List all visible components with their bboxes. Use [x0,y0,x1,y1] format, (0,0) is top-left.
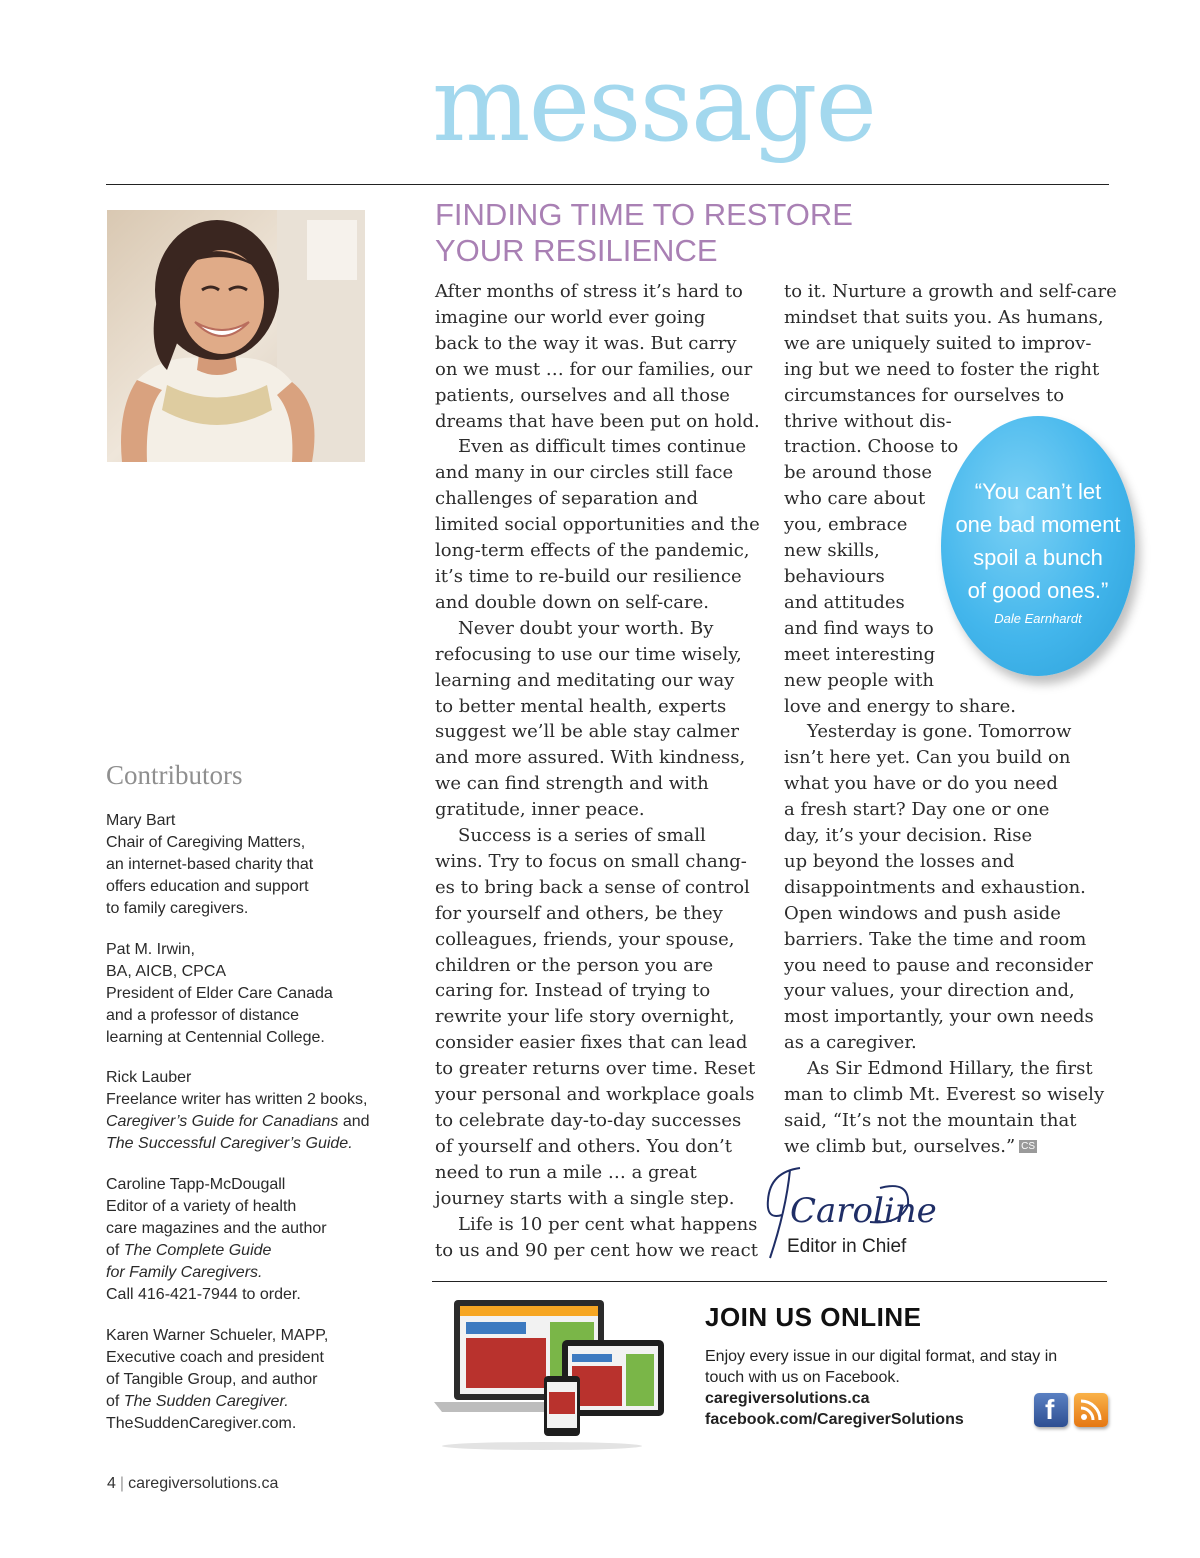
contributor-name [106,1325,406,1347]
article-line-text: refocusing to use our time wisely, [435,643,742,665]
contributor-text: Call 416-421-7944 to order. [106,1286,301,1303]
article-line [784,1004,1117,1030]
contributor-entry [106,1325,406,1435]
pull-quote-line: spoil a bunch [973,545,1103,570]
article-line-text: we climb but, ourselves.” [784,1135,1016,1157]
article-line [435,409,760,435]
website-link[interactable]: caregiversolutions.ca [705,1390,870,1407]
pull-quote-author: Dale Earnhardt [994,611,1082,626]
article-line [435,1186,760,1212]
contributor-text: for Family Caregivers. [106,1264,263,1281]
contributor-text: of [106,1242,124,1259]
contributor-bio-line [106,983,406,1005]
article-line-text: ing but we need to foster the right [784,358,1100,380]
contributor-bio-line [106,898,406,920]
article-line [784,719,1117,745]
article-line [435,1238,760,1264]
article-line-text: Never doubt your worth. By [458,617,714,639]
masthead-title: message [432,43,876,165]
article-line-text: circumstances for ourselves to [784,384,1065,406]
article-line [784,1108,1117,1134]
contributor-text: President of Elder Care Canada [106,985,333,1002]
article-line-text: mindset that suits you. As humans, [784,306,1104,328]
article-line-text: new skills, [784,540,880,562]
article-line [784,953,1117,979]
contributor-bio-line [106,1262,406,1284]
top-divider [106,184,1109,185]
article-line-text: to greater returns over time. Reset [435,1058,756,1080]
article-line-text: consider easier fixes that can lead [435,1032,748,1054]
article-line-text: and more assured. With kindness, [435,747,746,769]
pull-quote-line: “You can’t let [974,479,1102,504]
article-line-text: need to run a mile … a great [435,1161,697,1183]
facebook-icon[interactable]: f [1034,1393,1068,1427]
contributor-text: Chair of Caregiving Matters, [106,834,306,851]
contributor-text: offers education and support [106,878,309,895]
article-title-line: FINDING TIME TO RESTORE [435,197,853,232]
article-line-text: barriers. Take the time and room [784,928,1087,950]
contributor-entry [106,1067,406,1155]
article-line-text: thrive without dis- [784,410,952,432]
article-line [784,331,1117,357]
article-line-text: imagine our world ever going [435,306,706,328]
contributor-entry [106,1174,406,1306]
bottom-divider [432,1281,1107,1282]
contributor-text: and a professor of distance [106,1007,300,1024]
article-line-text: colleagues, friends, your spouse, [435,928,735,950]
article-line-text: on we must … for our families, our [435,358,753,380]
article-line [784,1056,1117,1082]
article-line-text: caring for. Instead of trying to [435,980,711,1002]
article-line [435,927,760,953]
article-line-text: meet interesting [784,643,936,665]
article-line [435,901,760,927]
article-line [784,823,1117,849]
article-line [784,305,1117,331]
article-line [435,279,760,305]
article-line-text: you, embrace [784,514,908,536]
contributor-text: learning at Centennial College. [106,1029,325,1046]
contributor-bio-line [106,1240,406,1262]
article-line-text: love and energy to share. [784,695,1016,717]
rss-glyph [1074,1393,1108,1427]
article-line-text: challenges of separation and [435,488,698,510]
article-line [435,1108,760,1134]
article-column-1 [435,279,760,1263]
article-line [784,1134,1117,1160]
contributor-bio-line [106,1284,406,1306]
contributor-bio-line [106,832,406,854]
contributor-bio-line [106,1347,406,1369]
article-line-text: disappointments and exhaustion. [784,876,1086,898]
article-line [784,745,1117,771]
article-line-text: and double down on self-care. [435,591,709,613]
page-footer [107,1475,278,1493]
editor-photo [107,210,365,462]
contributor-text: BA, AICB, CPCA [106,963,227,980]
contributor-text: to family caregivers. [106,900,249,917]
article-line-text: your personal and workplace goals [435,1084,755,1106]
article-line [435,434,760,460]
contributor-bio-line [106,1027,406,1049]
article-line [435,849,760,875]
contributor-bio-line [106,1196,406,1218]
contributor-text: The Complete Guide [123,1242,272,1259]
article-line-text: to better mental health, experts [435,695,727,717]
article-line-text: journey starts with a single step. [435,1187,735,1209]
article-line-text: back to the way it was. But carry [435,332,737,354]
article-line-text: long-term effects of the pandemic, [435,540,750,562]
article-line [435,745,760,771]
article-line-text: suggest we’ll be able stay calmer [435,721,740,743]
article-line [784,849,1117,875]
facebook-link[interactable]: facebook.com/CaregiverSolutions [705,1411,964,1428]
article-line-text: rewrite your life story overnight, [435,1006,735,1028]
article-line-text: be around those [784,462,933,484]
article-line-text: who care about [784,488,926,510]
contributor-bio-line [106,1391,406,1413]
article-line [435,719,760,745]
article-line [435,564,760,590]
article-line-text: as a caregiver. [784,1032,917,1054]
article-line [435,694,760,720]
rss-icon[interactable] [1074,1393,1108,1427]
footer-separator: | [119,1475,125,1492]
join-online-line: Enjoy every issue in our digital format, and stay in [705,1348,1058,1365]
article-line-text: up beyond the losses and [784,850,1015,872]
join-online-line: touch with us on Facebook. [705,1369,900,1386]
contributor-text: The Sudden Caregiver. [123,1393,289,1410]
contributor-text: Caroline Tapp-McDougall [106,1176,286,1193]
contributors-heading: Contributors [106,760,243,790]
article-line [784,901,1117,927]
contributor-bio-line [106,1369,406,1391]
contributor-text: care magazines and the author [106,1220,327,1237]
article-line [435,616,760,642]
article-line-text: it’s time to re-build our resilience [435,565,742,587]
article-line-text: Success is a series of small [458,825,706,847]
article-line-text: behaviours [784,565,885,587]
article-title-line: YOUR RESILIENCE [435,233,718,268]
article-line-text: to celebrate day-to-day successes [435,1110,742,1131]
article-line [435,1056,760,1082]
article-line-text: Open windows and push aside [784,902,1061,924]
article-line-text: As Sir Edmond Hillary, the first [807,1058,1093,1080]
article-line-text: isn’t here yet. Can you build on [784,747,1071,769]
article-line [435,512,760,538]
article-line [435,797,760,823]
article-line [784,279,1117,305]
page-number: 4 [107,1475,116,1492]
article-line-text: a fresh start? Day one or one [784,799,1050,821]
article-line [784,797,1117,823]
article-line-text: and many in our circles still face [435,462,734,484]
article-line-text: After months of stress it’s hard to [435,281,743,302]
contributor-name [106,939,406,961]
contributor-entry [106,939,406,1049]
article-line [435,1030,760,1056]
article-line-text: limited social opportunities and the [435,514,760,536]
article-line [435,331,760,357]
article-line-text: your values, your direction and, [784,980,1075,1002]
contributor-text: Karen Warner Schueler, MAPP, [106,1327,329,1344]
pull-quote-text [948,475,1128,607]
article-line [435,823,760,849]
article-line [435,953,760,979]
contributor-bio-line [106,961,406,983]
article-line-text: learning and meditating our way [435,669,735,691]
article-line [784,978,1117,1004]
article-line [435,383,760,409]
contributor-name [106,1174,406,1196]
contributor-bio-line [106,1413,406,1435]
article-line-text: Even as difficult times continue [458,436,747,458]
article-line-text: gratitude, inner peace. [435,799,645,821]
article-line [435,668,760,694]
contributor-name [106,810,406,832]
contributor-text: of [106,1393,124,1410]
article-line-text: traction. Choose to [784,436,959,458]
contributor-text: Mary Bart [106,812,176,829]
article-line-text: children or the person you are [435,954,714,976]
devices-illustration [432,1296,692,1451]
contributor-text: TheSuddenCaregiver.com. [106,1415,297,1432]
article-line-text: of yourself and others. You don’t [435,1135,732,1157]
article-line-text: what you have or do you need [784,773,1058,795]
portrait-illustration [107,210,365,462]
contributor-bio-line [106,1111,406,1133]
contributor-entry [106,810,406,920]
article-line [435,486,760,512]
contributor-name [106,1067,406,1089]
article-line [435,1160,760,1186]
contributor-bio-line [106,1089,406,1111]
article-column-2 [784,279,1117,1160]
article-line [435,1082,760,1108]
signature-title: Editor in Chief [787,1236,907,1257]
article-line-text: most importantly, your own needs [784,1006,1094,1028]
pull-quote-line: of good ones.” [967,578,1109,603]
article-line [435,590,760,616]
article-line-text: wins. Try to focus on small chang- [435,850,747,872]
contributor-text: Executive coach and president [106,1349,324,1366]
contributor-bio-line [106,876,406,898]
article-line [435,357,760,383]
article-line-text: said, “It’s not the mountain that [784,1110,1077,1131]
contributor-text: Editor of a variety of health [106,1198,297,1215]
article-line [435,978,760,1004]
article-line-text: patients, ourselves and all those [435,384,730,406]
article-line-text: we can find strength and with [435,773,709,795]
article-line [435,305,760,331]
signature-script: Caroline [790,1191,937,1231]
article-line-text: day, it’s your decision. Rise [784,825,1033,847]
article-line [784,694,1117,720]
pull-quote-line: one bad moment [955,512,1121,537]
contributor-text: Pat M. Irwin, [106,941,195,958]
article-line-text: and find ways to [784,617,934,639]
contributor-bio-line [106,1133,406,1155]
article-line [435,1004,760,1030]
contributor-text: Rick Lauber [106,1069,192,1086]
article-line-text: Yesterday is gone. Tomorrow [807,721,1072,743]
article-line [784,1030,1117,1056]
article-line [435,1212,760,1238]
contributor-bio-line [106,1005,406,1027]
article-line [435,1134,760,1160]
article-line-text: dreams that have been put on hold. [435,410,760,432]
article-line-text: we are uniquely suited to improv- [784,332,1092,354]
contributor-text: and [338,1113,370,1130]
article-line [435,771,760,797]
article-line [435,875,760,901]
article-line-text: to it. Nurture a growth and self-care [784,281,1117,302]
article-line-text: new people with [784,669,935,691]
end-mark-badge: CS [1021,1141,1036,1153]
contributor-bio-line [106,1218,406,1240]
article-line [784,1082,1117,1108]
article-line [435,538,760,564]
article-line [784,383,1117,409]
article-line [784,668,1117,694]
article-line [784,875,1117,901]
contributor-bio-line [106,854,406,876]
article-line-text: for yourself and others, be they [435,902,723,924]
article-line-text: man to climb Mt. Everest so wisely [784,1084,1105,1106]
contributor-text: of Tangible Group, and author [106,1371,318,1388]
article-title [435,197,853,269]
article-line [435,642,760,668]
contributor-text: The Successful Caregiver’s Guide. [106,1135,353,1152]
contributor-text: Caregiver’s Guide for Canadians [106,1113,339,1130]
article-line [435,460,760,486]
article-line [784,357,1117,383]
article-line [784,771,1117,797]
article-line-text: and attitudes [784,591,905,613]
article-line-text: es to bring back a sense of control [435,876,750,898]
footer-site-link[interactable]: caregiversolutions.ca [128,1475,279,1492]
join-online-heading: JOIN US ONLINE [705,1302,922,1332]
article-line-text: Life is 10 per cent what happens [458,1213,758,1235]
article-line-text: to us and 90 per cent how we react [435,1239,758,1261]
contributor-text: an internet-based charity that [106,856,314,873]
article-line-text: you need to pause and reconsider [784,954,1093,976]
contributor-text: Freelance writer has written 2 books, [106,1091,368,1108]
article-line [784,927,1117,953]
